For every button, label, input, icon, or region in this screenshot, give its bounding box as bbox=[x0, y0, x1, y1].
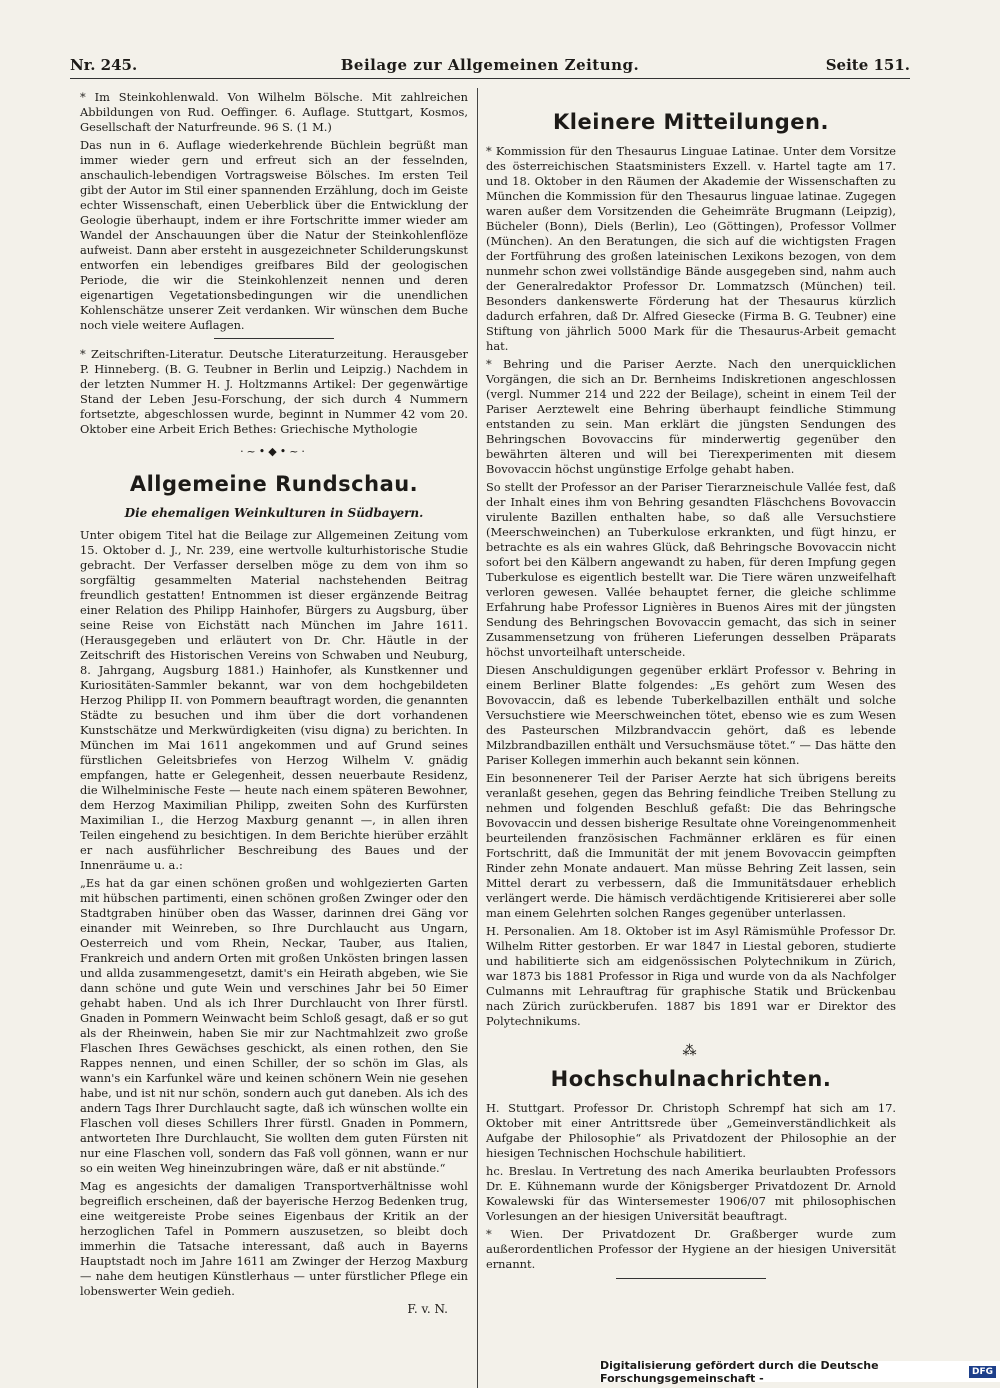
author-signature: F. v. N. bbox=[407, 1302, 448, 1316]
news-item-behring-cont: So stellt der Professor an der Pariser Tierarzneischule Vallée fest, daß der Inhalt eines ihm von Behring gesandten Fläschchens Bovovaccin virulente Bazillen enthalten habe, so daß alle Versuchstiere (Meerschweinchen) an Tuberkulose erkrankten, und fügt hinzu, er betrachte es als ein wahres Glück, daß Behringsche Bovovaccin nicht sofort bei den Kälbern angewandt zu haben, für deren Impfung gegen Tuberkulose es eigentlich bestellt war. Die Tiere wären unzweifelhaft verloren gewesen. Vallée behauptet ferner, die gleiche schlimme Erfahrung habe Professor Lignières in Buenos Aires mit der jüngsten Sendung des Behringschen Bovovaccin gemacht, das sich in seiner Zusammensetzung von früheren Lieferungen desselben Präparats höchst unvorteilhaft unterscheide. bbox=[486, 480, 896, 659]
right-column bbox=[486, 90, 896, 1291]
paper-title: Beilage zur Allgemeinen Zeitung. bbox=[340, 56, 640, 74]
article-paragraph: Unter obigem Titel hat die Beilage zur Allgemeinen Zeitung vom 15. Oktober d. J., Nr. 239, eine wertvolle kulturhistorische Studie gebracht. Der Verfasser derselben möge zu dem von ihm so sorgfältig gesammelten Material nachstehenden Beitrag freundlich gestatten! Entnommen ist dieser ergänzende Beitrag einer Relation des Philipp Hainhofer, Bürgers zu Augsburg, über seine Reise von Eichstätt nach München im Jahre 1611. (Herausgegeben und erläutert von Dr. Chr. Häutle in der Zeitschrift des Historischen Vereins von Schwaben und Neuburg, 8. Jahrgang, Augsburg 1881.) Hainhofer, als Kunstkenner und Kuriositäten-Sammler bekannt, war von dem hochgebildeten Herzog Philipp II. von Pommern beauftragt worden, die genannten Städte zu besuchen und ihm über die dort vorhandenen Kunstschätze und Merkwürdigkeiten (visu digna) zu berichten. In München im Mai 1611 angekommen und auf Grund seines fürstlichen Geleitsbriefes von Herzog Wilhelm V. gnädig empfangen, hatte er Gelegenheit, dessen neuerbaute Residenz, die Wilhelminische Feste — heute nach einem späteren Bewohner, dem Herzog Maximilian Philipp, zweiten Sohn des Kurfürsten Maximilian I., die Herzog Maxburg genannt —, in allen ihren Teilen eingehend zu besichtigen. In dem Berichte hierüber erzählt er nach ausführlicher Beschreibung des Baues und der Innenräume u. a.: bbox=[80, 528, 468, 872]
news-item-stuttgart: H. Stuttgart. Professor Dr. Christoph Schrempf hat sich am 17. Oktober mit einer Antrittsrede über „Gemeinverständlichkeit als Aufgabe der Philosophie“ als Privatdozent der Philosophie an der hiesigen Technischen Hochschule habilitiert. bbox=[486, 1101, 896, 1160]
dfg-logo: DFG bbox=[969, 1366, 996, 1378]
left-column bbox=[80, 90, 468, 1316]
credit-text: Digitalisierung gefördert durch die Deutsche Forschungsgemeinschaft - bbox=[600, 1358, 879, 1385]
news-item-thesaurus: * Kommission für den Thesaurus Linguae Latinae. Unter dem Vorsitze des österreichischen Staatsministers Exzell. v. Hartel tagte am 17. und 18. Oktober in den Räumen der Akademie der Wissenschaften zu München die Kommission für den Thesaurus linguae latinae. Zugegen waren außer dem Vorsitzenden die Geheimräte Brugmann (Leipzig), Bücheler (Bonn), Diels (Berlin), Leo (Göttingen), Professor Vollmer (München). An den Beratungen, die sich auf die wichtigsten Fragen der Fortführung des großen lateinischen Lexikons bezogen, von dem nunmehr schon zwei vollständige Bände ausgegeben sind, nahm auch der Generalredaktor Professor Dr. Lommatzsch (München) teil. Besonders dankenswerte Förderung hat der Thesaurus kürzlich dadurch erfahren, daß Dr. Alfred Giesecke (Firma B. G. Teubner) eine Stiftung von jährlich 5000 Mark für die Thesaurus-Arbeit gemacht hat. bbox=[486, 144, 896, 353]
news-item-behring-resolution: Ein besonnenerer Teil der Pariser Aerzte hat sich übrigens bereits veranlaßt gesehen, gegen das Behring feindliche Treiben Stellung zu nehmen und folgenden Beschluß gefaßt: Die das Behringsche Bovovaccin und dessen bisherige Resultate ohne Voreingenommenheit beurteilenden französischen Fachmänner erklären es für einen Fortschritt, daß die Immunität der mit jenem Bovovaccin geimpften Rinder zehn Monate andauert. Man müsse Behring Zeit lassen, sein Mittel derart zu verbessern, daß die Immunitätsdauer erheblich verlängert werde. Die hämisch verdächtigende Kritisiererei aber solle man einem Gelehrten solchen Ranges gegenüber unterlassen. bbox=[486, 771, 896, 920]
section-title-hochschulnachrichten: Hochschulnachrichten. bbox=[550, 1067, 832, 1091]
section-title-kleinere-mitteilungen: Kleinere Mitteilungen. bbox=[553, 110, 829, 134]
article-paragraph: Mag es angesichts der damaligen Transportverhältnisse wohl begreiflich erscheinen, daß der bayerische Herzog Bedenken trug, eine weitgereiste Probe seines Eigenbaus der Kritik an der herzoglichen Tafel in Pommern auszusetzen, so bleibt doch immerhin die Tatsache interessant, daß auch in Bayerns Hauptstadt noch im Jahre 1611 am Zwinger der Herzog Maxburg — nahe dem heutigen Künstlerhaus — unter fürstlicher Pflege ein lobenswerter Wein gedieh. bbox=[80, 1179, 468, 1298]
page-header bbox=[70, 54, 910, 79]
book-review-body: Das nun in 6. Auflage wiederkehrende Büchlein begrüßt man immer wieder gern und erfreut sich an der fesselnden, anschaulich-lebendigen Vortragsweise Bölsches. Im ersten Teil gibt der Autor im Stil einer spannenden Erzählung, doch im Geiste echter Wissenschaft, einen Ueberblick über die Entwicklung der Geologie überhaupt, indem er ihre Fortschritte immer wieder am Wandel der Anschauungen über die Natur der Steinkohlenflöze aufweist. Dann aber ersteht in ausgezeichneter Schilderungskunst entworfen ein lebendiges greifbares Bild der geologischen Periode, die wir die Steinkohlenzeit nennen und deren eigenartigen Vegetationsbedingungen wir die unendlichen Kohlenschätze unserer Zeit verdanken. Wir wünschen dem Buche noch viele weitere Auflagen. bbox=[80, 138, 468, 332]
column-divider bbox=[477, 88, 478, 1388]
news-item-wien: * Wien. Der Privatdozent Dr. Graßberger wurde zum außerordentlichen Professor der Hygiene an der hiesigen Universität ernannt. bbox=[486, 1227, 896, 1271]
article-subheading: Die ehemaligen Weinkulturen in Südbayern. bbox=[124, 506, 424, 520]
section-title-allgemeine-rundschau: Allgemeine Rundschau. bbox=[129, 472, 419, 496]
separator-line bbox=[214, 338, 334, 339]
news-item-breslau: hc. Breslau. In Vertretung des nach Amerika beurlaubten Professors Dr. E. Kühnemann wurde der Königsberger Privatdozent Dr. Arnold Kowalewski für das Wintersemester 1906/07 mit philosophischen Vorlesungen an der hiesigen Universität beauftragt. bbox=[486, 1164, 896, 1223]
article-quote: „Es hat da gar einen schönen großen und wohlgezierten Garten mit hübschen partimenti, einen schönen großen Zwinger oder den Stadtgraben hinüber oben das Wasser, darinnen drei Gäng vor einander mit Weinreben, so Ihre Durchlaucht aus Ungarn, Oesterreich und vom Rhein, Neckar, Tauber, aus Italien, Frankreich und andern Orten mit großen Unkösten bringen lassen und allda zusammengesetzt, damit's ein Heirath abgeben, wie Sie dann schöne und gute Wein und verschines Jahr bei 50 Eimer gehabt haben. Und als ich Ihrer Durchlaucht von Ihrer fürstl. Gnaden in Pommern Weinwacht beim Schloß gesagt, daß er so gut als der Rheinwein, haben Sie mir zur Nachtmahlzeit zwo große Flaschen Ihres Gewächses geschickt, als einen rothen, den Sie Rappes nennen, und einen Schiller, der so schön im Glas, als wann's ein Karfunkel wäre und keinen schönern Wein nie gesehen habe, und ist nit nur schön, sondern auch gut daneben. Als ich des andern Tags Ihrer Durchlaucht sagte, daß ich wünschen wollte ein Flaschen voll dieses Schillers Ihrer fürstl. Gnaden in Pommern, antworteten Ihre Durchlaucht, Sie wollten dem guten Fürsten nit nur eine Flaschen voll, sondern das Faß voll gönnen, wann er nur so ein weiten Weg hineinzubringen wäre, daß er nit abstünde.“ bbox=[80, 876, 468, 1175]
issue-number: Nr. 245. bbox=[70, 56, 138, 74]
ornament-divider: ·~•◆•~· bbox=[240, 445, 308, 458]
digitization-credit bbox=[600, 1358, 1000, 1385]
news-item-behring-reply: Diesen Anschuldigungen gegenüber erklärt Professor v. Behring in einem Berliner Blatte folgendes: „Es gehört zum Wesen des Bovovaccin, daß es lebende Tuberkelbazillen enthält und solche Versuchstiere wie Meerschweinchen tötet, ebenso wie es zum Wesen des Pasteurschen Milzbrandvaccin gehört, daß es lebende Milzbrandbazillen enthält und Versuchsmäuse tötet.“ — Das hätte den Pariser Kollegen immerhin auch bekannt sein können. bbox=[486, 663, 896, 767]
page-number: Seite 151. bbox=[825, 56, 910, 74]
periodicals-note: * Zeitschriften-Literatur. Deutsche Literaturzeitung. Herausgeber P. Hinneberg. (B. G. Teubner in Berlin und Leipzig.) Nachdem in der letzten Nummer H. J. Holtzmanns Artikel: Der gegenwärtige Stand der Leben Jesu-Forschung, der sich durch 4 Nummern fortsetzte, abgeschlossen wurde, beginnt in Nummer 42 vom 20. Oktober eine Arbeit Erich Bethes: Griechische Mythologie bbox=[80, 347, 468, 436]
news-item-behring: * Behring und die Pariser Aerzte. Nach den unerquicklichen Vorgängen, die sich an Dr. Bernheims Indiskretionen angeschlossen (vergl. Nummer 214 und 222 der Beilage), scheint in einem Teil der Pariser Aerztewelt eine Behring überhaupt feindliche Stimmung entstanden zu sein. Man erklärt die jüngsten Sendungen des Behringschen Bovovaccins für minderwertig gegenüber den bewährten älteren und will bei Tierexperimenten mit diesem Bovovaccin höchst ungünstige Erfolge gehabt haben. bbox=[486, 357, 896, 476]
end-separator bbox=[616, 1278, 766, 1279]
book-review-title: * Im Steinkohlenwald. Von Wilhelm Bölsche. Mit zahlreichen Abbildungen von Rud. Oeffinger. 6. Auflage. Stuttgart, Kosmos, Gesellschaft der Naturfreunde. 96 S. (1 M.) bbox=[80, 90, 468, 134]
news-item-personalien: H. Personalien. Am 18. Oktober ist im Asyl Rämismühle Professor Dr. Wilhelm Ritter gestorben. Er war 1847 in Liestal geboren, studierte und habilitierte sich am eidgenössischen Polytechnikum in Zürich, war 1873 bis 1881 Professor in Riga und wurde von da als Nachfolger Culmanns mit Lehrauftrag für graphische Statik und Brückenbau nach Zürich zurückberufen. 1887 bis 1891 war er Direktor des Polytechnikums. bbox=[486, 924, 896, 1028]
asterism-divider: ⁂ bbox=[682, 1043, 700, 1059]
